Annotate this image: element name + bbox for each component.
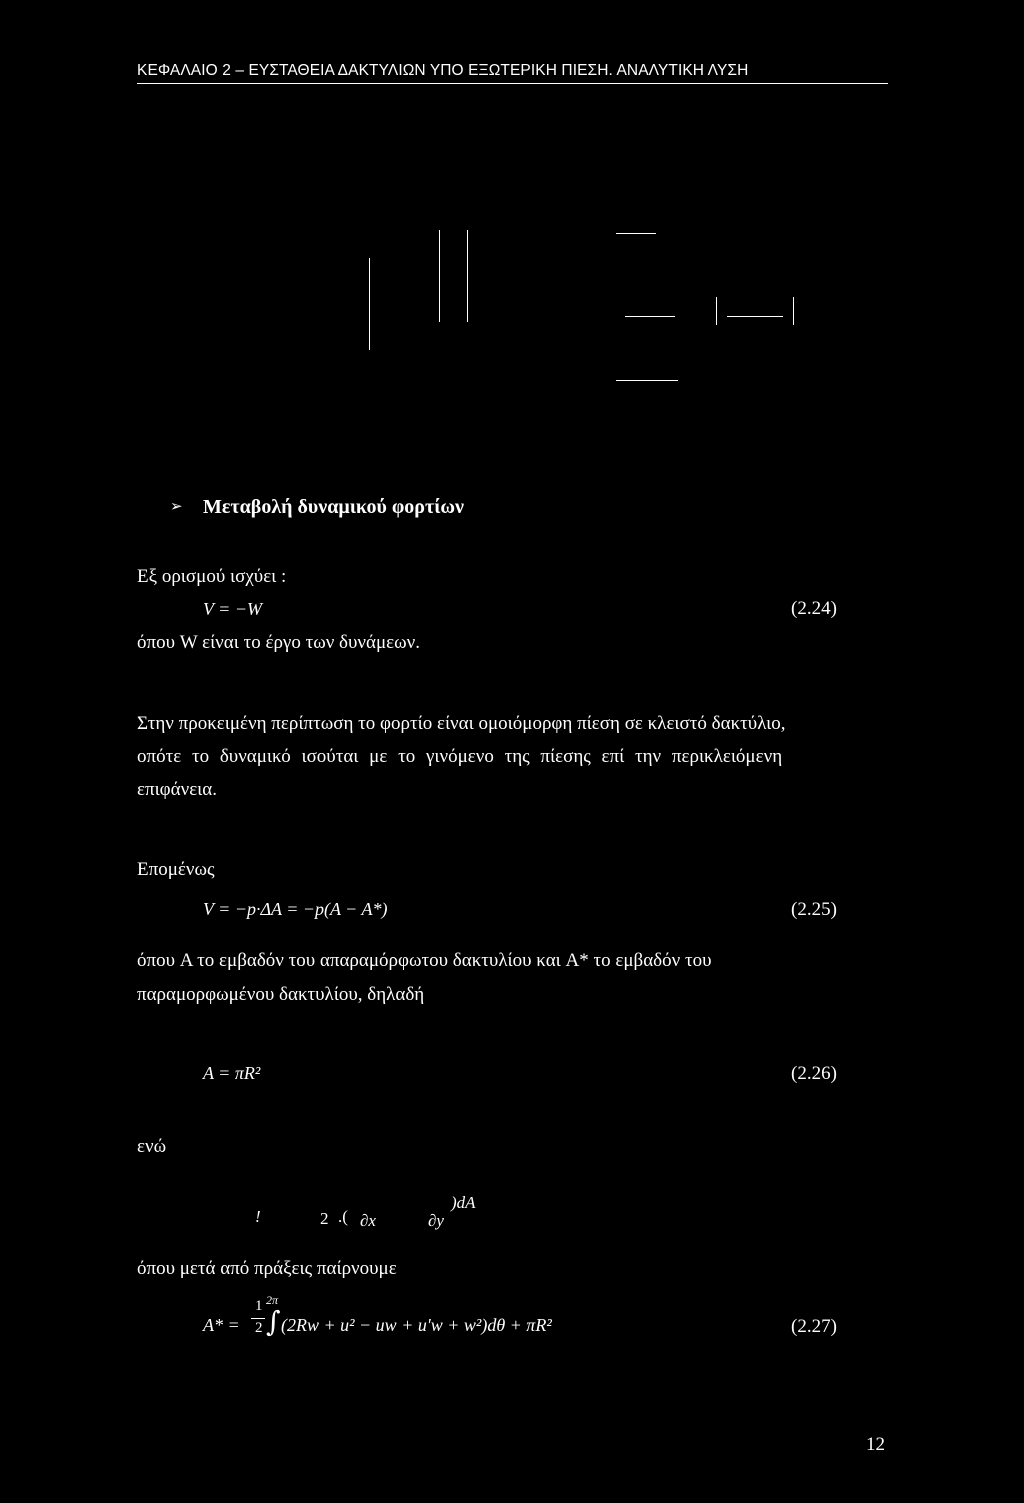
equation: A = πR² — [203, 1063, 261, 1083]
paragraph: ενώ — [137, 1136, 167, 1157]
equation-fragment: ∂x — [360, 1211, 376, 1230]
fraction-numerator: 1 — [255, 1298, 263, 1314]
paragraph-line: Στην προκειμένη περίπτωση το φορτίο είναι ομοιόμορφη πίεση σε κλειστό δακτύλιο, — [137, 713, 786, 734]
figure-line — [467, 230, 468, 322]
paragraph-line: οπότε το δυναμικό ισούται με το γινόμενο της πίεσης επί την περικλειόμενη — [137, 746, 783, 767]
figure-line — [369, 258, 370, 350]
equation-lhs: A* = — [203, 1315, 240, 1335]
equation-number: (2.26) — [791, 1063, 837, 1084]
equation-fragment: )dA — [451, 1193, 476, 1212]
fraction-denominator: 2 — [255, 1320, 263, 1336]
figure-line — [625, 316, 675, 317]
bullet-arrow-icon: ➢ — [170, 497, 183, 515]
equation-number: (2.25) — [791, 899, 837, 920]
header-rule — [137, 83, 888, 84]
paragraph: Επομένως — [137, 859, 215, 880]
paragraph: Εξ ορισμού ισχύει : — [137, 566, 287, 587]
fraction-bar — [251, 1318, 265, 1319]
paragraph: όπου μετά από πράξεις παίρνουμε — [137, 1258, 397, 1279]
figure-line — [439, 230, 440, 322]
figure-line — [727, 316, 783, 317]
paragraph: όπου W είναι το έργο των δυνάμεων. — [137, 632, 420, 653]
figure-line — [616, 233, 656, 234]
integral-sign: ∫ — [266, 1305, 281, 1338]
page-number: 12 — [866, 1434, 885, 1455]
paragraph-line: όπου A το εμβαδόν του απαραμόρφωτου δακτυλίου και A* το εμβαδόν του — [137, 950, 712, 971]
figure-line — [616, 380, 678, 381]
equation: V = −p·ΔA = −p(A − A*) — [203, 899, 388, 919]
section-heading: Μεταβολή δυναμικού φορτίων — [203, 496, 464, 518]
equation-number: (2.27) — [791, 1316, 837, 1337]
paragraph-line: παραμορφωμένου δακτυλίου, δηλαδή — [137, 984, 425, 1005]
equation: V = −W — [203, 599, 262, 619]
running-header: ΚΕΦΑΛΑΙΟ 2 – ΕΥΣΤΑΘΕΙΑ ΔΑΚΤΥΛΙΩΝ ΥΠΟ ΕΞΩΤΕΡΙΚΗ ΠΙΕΣΗ. ΑΝΑΛΥΤΙΚΗ ΛΥΣΗ — [137, 62, 749, 79]
equation-body: (2Rw + u² − uw + u′w + w²)dθ + πR² — [281, 1315, 552, 1335]
figure-line — [793, 297, 794, 325]
integral-upper-limit: 2π — [266, 1293, 279, 1307]
paragraph-line: επιφάνεια. — [137, 779, 217, 800]
equation-fragment: ! — [255, 1207, 261, 1226]
equation-fragment: 2 — [320, 1209, 329, 1228]
equation-number: (2.24) — [791, 598, 837, 619]
figure-line — [716, 297, 717, 325]
equation-fragment: .( — [338, 1207, 348, 1226]
equation-fragment: ∂y — [428, 1211, 444, 1230]
